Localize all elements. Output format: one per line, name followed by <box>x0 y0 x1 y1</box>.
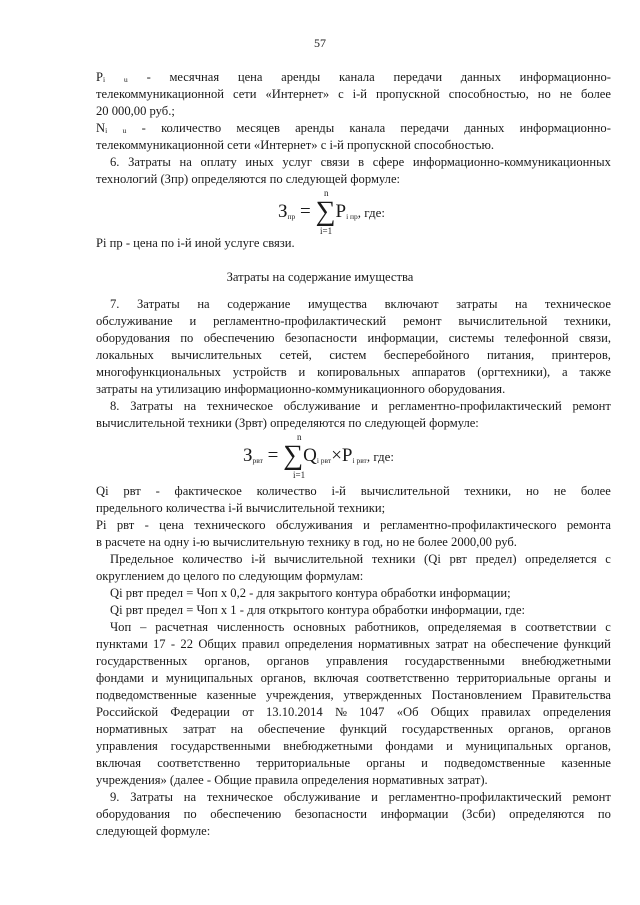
sum-icon: ∑ <box>315 196 336 227</box>
text-line: затраты на утилизацию информационно-коммуникационного оборудования. <box>96 382 506 396</box>
page-number: 57 <box>314 36 326 50</box>
formula-lhs: З <box>278 201 288 222</box>
text-line: технологий (Зпр) определяются по следующей формуле: <box>96 172 401 186</box>
formula-zpr: $З_{пр} = \sum P_{i пр}$, где: n i=1 <box>278 188 385 236</box>
text-line: Затраты на содержание имущества <box>226 270 414 284</box>
text-line: Pi пр - цена по i-й иной услуге связи. <box>96 236 295 250</box>
text-line: нормативных затрат на обеспечение функций государственных органов, органов <box>96 722 611 736</box>
text-line: Qi рвт предел = Чоп x 1 - для открытого контура обработки информации, где: <box>110 603 526 617</box>
text-line: Российской Федерации от 13.10.2014 № 1047 «Об Общих правилах определения <box>96 705 611 719</box>
text-line: включая соответственно территориальные органы и подведомственные казенные <box>96 756 611 770</box>
sum-icon: ∑ <box>283 440 304 471</box>
text-line: Nᵢ ᵤ - количество месяцев аренды канала передачи данных информационно- <box>96 121 611 135</box>
text-line: в расчете на одну i-ю вычислительную технику в год, но не более 2000,00 руб. <box>96 535 517 549</box>
text-line: Qi рвт - фактическое количество i-й вычислительной техники, но не более <box>96 484 611 498</box>
text-line: вычислительной техники (Зрвт) определяются по следующей формуле: <box>96 416 479 430</box>
text-line: Предельное количество i-й вычислительной техники (Qi рвт предел) определяется с <box>110 552 611 566</box>
text-line: Qi рвт предел = Чоп x 0,2 - для закрытого контура обработки информации; <box>110 586 511 600</box>
text-line: фондами и муниципальных органов, включая соответственно территориальные органы и <box>96 671 611 685</box>
text-line: следующей формуле: <box>96 824 211 838</box>
text-line: подведомственные казенные учреждения, утвержденных Постановлением Правительства <box>96 688 611 702</box>
text-line: 7. Затраты на содержание имущества включают затраты на техническое <box>110 297 611 311</box>
text-line: пунктами 17 - 22 Общих правил определения нормативных затрат на обеспечение функций <box>96 637 611 651</box>
formula-lhs: З <box>243 445 253 466</box>
text-line: Pi рвт - цена технического обслуживания и регламентно-профилактического ремонта <box>96 518 611 532</box>
text-line: оборудования по обеспечению безопасности информации, системы телефонной связи, <box>96 331 611 345</box>
text-line: государственных органов, органов управления государственными внебюджетными <box>96 654 611 668</box>
text-line: округлением до целого по следующим формулам: <box>96 569 364 583</box>
text-line: Pᵢ ᵤ - месячная цена аренды канала передачи данных информационно- <box>96 70 611 84</box>
text-line: Чоп – расчетная численность основных работников, определяемая в соответствии с <box>110 620 611 634</box>
text-line: 8. Затраты на техническое обслуживание и регламентно-профилактический ремонт <box>110 399 611 413</box>
text-line: предельного количества i-й вычислительной техники; <box>96 501 386 515</box>
text-line: телекоммуникационной сети «Интернет» с i-й пропускной способностью, но не более <box>96 87 611 101</box>
text-line: учреждения» (далее - Общие правила определения нормативных затрат). <box>96 773 488 787</box>
text-line: многофункциональных устройств и копировальных аппаратов (оргтехники), а также <box>96 365 611 379</box>
text-line: 20 000,00 руб.; <box>96 104 175 118</box>
text-line: оборудования по обеспечению безопасности информации (Зсби) определяются по <box>96 807 611 821</box>
formula-zrvt: $З_{рвт} = \sum Q_{i рвт}\times P_{i рвт}$, где: n i=1 <box>243 432 395 480</box>
text-line: 6. Затраты на оплату иных услуг связи в сфере информационно-коммуникационных <box>110 155 611 169</box>
text-line: обслуживание и регламентно-профилактический ремонт вычислительной техники, <box>96 314 611 328</box>
text-line: локальных вычислительных сетей, систем бесперебойного питания, принтеров, <box>96 348 611 362</box>
text-line: 9. Затраты на техническое обслуживание и регламентно-профилактический ремонт <box>110 790 611 804</box>
text-line: телекоммуникационной сети «Интернет» с i-й пропускной способностью. <box>96 138 495 152</box>
text-line: управления государственными внебюджетными фондами и муниципальных органов, <box>96 739 611 753</box>
